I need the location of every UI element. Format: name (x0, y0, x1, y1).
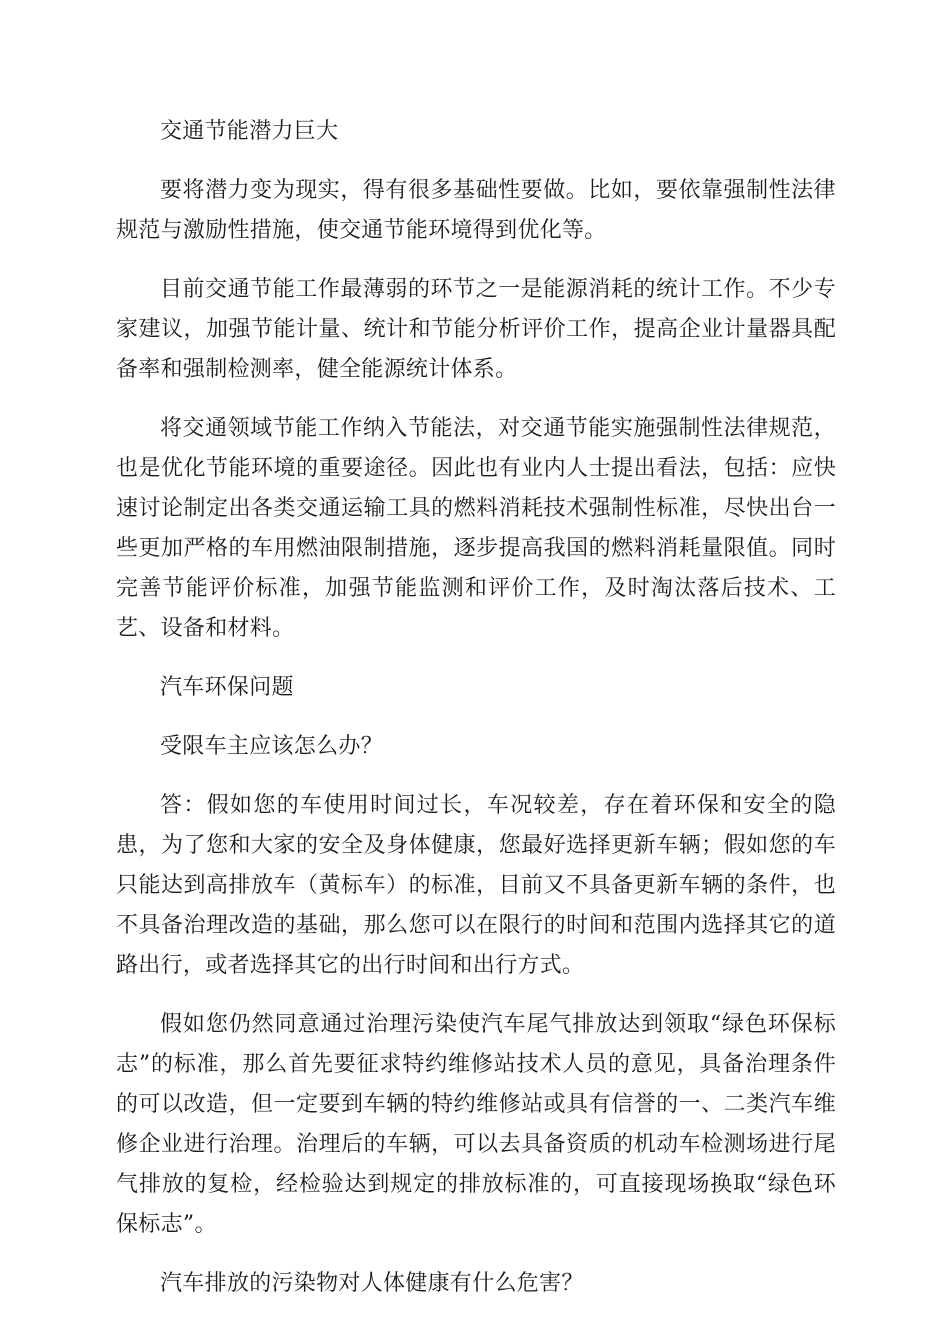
section-heading-energy-saving: 交通节能潜力巨大 (160, 119, 339, 144)
paragraph-answer-restricted: 答：假如您的车使用时间过长，车况较差，存在着环保和安全的隐患，为了您和大家的安全及身体健康，您最好选择更新车辆；假如您的车只能达到高排放车（黄标车）的标准，目前又不具备更新车辆的条件，也不具备治理改造的基础，那么您可以在限行的时间和范围内选择其它的道路出行，或者选择其它的出行时间和出行方式。 (116, 793, 836, 978)
document-page (116, 112, 836, 1323)
section-heading-vehicle-environment: 汽车环保问题 (160, 675, 294, 700)
paragraph-legislation: 将交通领域节能工作纳入节能法，对交通节能实施强制性法律规范，也是优化节能环境的重要途径。因此也有业内人士提出看法，包括：应快速讨论制定出各类交通运输工具的燃料消耗技术强制性标准，尽快出台一些更加严格的车用燃油限制措施，逐步提高我国的燃料消耗量限值。同时完善节能评价标准，加强节能监测和评价工作，及时淘汰落后技术、工艺、设备和材料。 (116, 416, 836, 641)
paragraph-statistics: 目前交通节能工作最薄弱的环节之一是能源消耗的统计工作。不少专家建议，加强节能计量、统计和节能分析评价工作，提高企业计量器具配备率和强制检测率，健全能源统计体系。 (116, 277, 836, 382)
paragraph-potential: 要将潜力变为现实，得有很多基础性要做。比如，要依靠强制性法律规范与激励性措施，使交通节能环境得到优化等。 (116, 178, 836, 243)
question-health-hazards: 汽车排放的污染物对人体健康有什么危害？ (160, 1271, 584, 1296)
paragraph-green-label: 假如您仍然同意通过治理污染使汽车尾气排放达到领取“绿色环保标志”的标准，那么首先要征求特约维修站技术人员的意见，具备治理条件的可以改造，但一定要到车辆的特约维修站或具有信誉的一、二类汽车维修企业进行治理。治理后的车辆，可以去具备资质的机动车检测场进行尾气排放的复检，经检验达到规定的排放标准的，可直接现场换取“绿色环保标志”。 (116, 1012, 836, 1237)
question-restricted-owners: 受限车主应该怎么办？ (160, 734, 384, 759)
